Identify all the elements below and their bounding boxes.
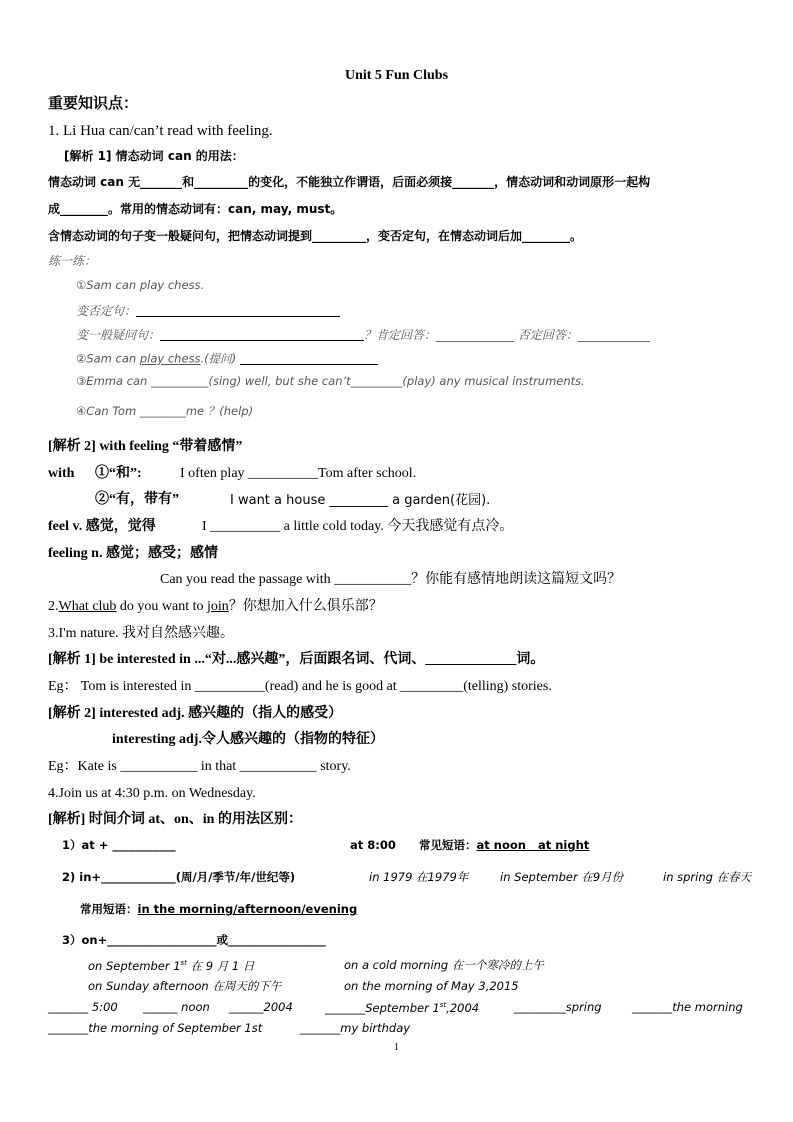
point2-sentence: 2.What club do you want to join？你想加入什么俱乐部？ [48, 599, 383, 614]
answer-line[interactable] [136, 304, 340, 317]
point1-analysis1-title: [解析 1] 情态动词 can 的用法： [64, 149, 244, 163]
fill-blank-6: _______the morning [632, 1000, 743, 1014]
section-heading: 重要知识点： [48, 94, 139, 112]
point3-analysis2-line2: interesting adj.令人感兴趣的（指物的特征） [112, 732, 384, 747]
exercise-1: ①Sam can play chess. [76, 278, 205, 292]
in-phrases: 常用短语：in the morning/afternoon/evening [80, 902, 358, 916]
fill-blank-3: ______2004 [229, 1000, 293, 1014]
feel-example: I __________ a little cold today. 今天我感觉有点冷。 [202, 519, 514, 534]
point1-analysis2-title: [解析 2] with feeling “带着感情” [48, 439, 243, 454]
with-label: with [48, 466, 75, 481]
on-example-3: on Sunday afternoon 在周天的下午 [88, 979, 282, 993]
feel-label: feel v. 感觉，觉得 [48, 519, 156, 534]
in-example-3: in spring 在春天 [663, 870, 752, 884]
with-example-2: I want a house _________ a garden(花园). [230, 493, 491, 508]
practice-label: 练一练： [48, 254, 97, 268]
fill-blank-1: _______ 5:00 [48, 1000, 118, 1014]
at-phrases: 常见短语：at noon at night [419, 838, 590, 852]
exercise-3: ③Emma can __________(sing) well, but she can’t_________(play) any musical instruments. [76, 374, 585, 388]
in-rule: 2) in+_____________(周/月/季节/年/世纪等) [62, 870, 296, 884]
fill-blank-4: _______September 1st,2004 [325, 1000, 480, 1015]
on-example-2: on a cold morning 在一个寒冷的上午 [344, 958, 544, 972]
fill-blank-5: _________spring [514, 1000, 602, 1014]
exercise-1-question: 变一般疑问句： ？肯定回答：_____________ 否定回答：____________ [76, 328, 650, 342]
page-title: Unit 5 Fun Clubs [344, 68, 449, 83]
feeling-example: Can you read the passage with ___________？你能有感情地朗读这篇短文吗？ [160, 572, 622, 587]
point4-sentence: 4.Join us at 4:30 p.m. on Wednesday. [48, 786, 256, 801]
answer-line[interactable] [240, 352, 378, 365]
in-example-2: in September 在9月份 [500, 870, 624, 884]
at-example: at 8:00 [350, 838, 396, 852]
answer-line[interactable] [160, 328, 364, 341]
page-number: 1 [394, 1042, 399, 1053]
point3-eg2: Eg：Kate is ___________ in that ___________ story. [48, 759, 351, 774]
feeling-label: feeling n. 感觉；感受；感情 [48, 546, 218, 561]
point1-rule-line2: 成________。常用的情态动词有：can, may, must。 [48, 202, 343, 216]
on-example-1: on September 1st 在 9 月 1 日 [88, 958, 255, 973]
with-sense-2: ②“有，带有” [95, 492, 179, 507]
point1-rule-line3: 含情态动词的句子变一般疑问句，把情态动词提到_________，变否定句，在情态动词后加________。 [48, 229, 583, 243]
exercise-2: ②Sam can play chess.(提问) [76, 352, 378, 365]
point3-eg1: Eg： Tom is interested in __________(read) and he is good at _________(telling) stories. [48, 679, 552, 694]
point3-sentence: 3.I'm nature. 我对自然感兴趣。 [48, 626, 235, 641]
fill-blank-2: ______ noon [143, 1000, 210, 1014]
fill-blank-8: _______my birthday [300, 1021, 411, 1035]
on-rule: 3）on+___________________或_________________ [62, 933, 326, 947]
fill-blank-7: _______the morning of September 1st [48, 1021, 263, 1035]
point4-analysis: [解析] 时间介词 at、on、in 的用法区别： [48, 812, 302, 827]
point1-rule-line1: 情态动词 can 无_______和_________的变化，不能独立作谓语，后面必须接_______，情态动词和动词原形一起构 [48, 175, 651, 189]
with-example-1: I often play __________Tom after school. [180, 466, 417, 481]
point1-sentence: 1. Li Hua can/can’t read with feeling. [48, 123, 273, 139]
with-sense-1: ①“和”: [95, 466, 142, 481]
at-rule: 1）at + ___________ [62, 838, 176, 852]
point3-analysis1: [解析 1] be interested in ...“对...感兴趣”，后面跟名词、代词、_____________词。 [48, 652, 545, 667]
in-example-1: in 1979 在1979年 [369, 870, 469, 884]
exercise-4: ④Can Tom ________me ？(help) [76, 404, 254, 418]
exercise-1-negative: 变否定句： [76, 304, 340, 317]
on-example-4: on the morning of May 3,2015 [344, 979, 519, 993]
point3-analysis2-line1: [解析 2] interested adj. 感兴趣的（指人的感受） [48, 706, 343, 721]
